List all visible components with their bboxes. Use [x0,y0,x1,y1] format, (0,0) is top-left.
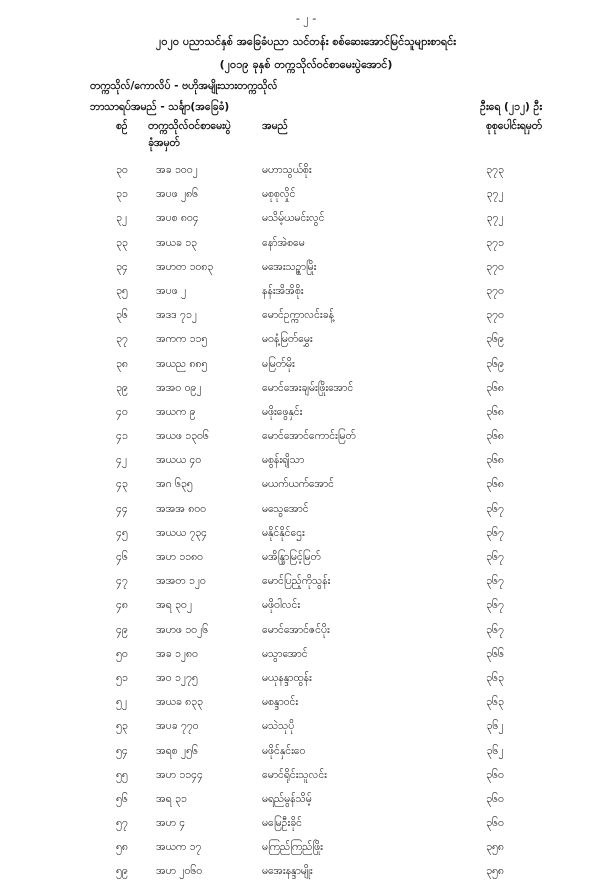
row-score: ၃၇၀ [486,309,504,322]
row-name: မောင်ဥက္ကာလင်းခန့် [262,309,334,322]
row-roll-number: အဟ ၁၁၄၄ [156,768,203,781]
row-roll-number: အယခ ၈၃၃ [156,696,203,709]
table-row [0,233,612,257]
row-number: ၃၁ [116,188,128,201]
table-row [0,329,612,353]
row-name: မယုနန္ဒာထွန်း [262,671,312,684]
table-row [0,692,612,716]
row-roll-number: အခ ၁၀၀၂ [156,164,198,176]
row-roll-number: အရ ၃၀၂ [156,599,192,612]
row-score: ၃၆၆ [486,647,504,660]
row-roll-number: အယယ ၇၃၄ [156,526,208,539]
row-roll-number: အအအ ၈၀၀ [156,502,207,515]
row-number: ၃၄ [116,260,128,273]
row-score: ၃၇၂ [486,188,504,201]
table-row [0,474,612,498]
university-line: တက္ကသိုလ်/ကောလိပ် - ဗဟိုအမျိုးသားတက္ကသိုလ် [90,80,278,92]
row-score: ၃၆၀ [486,768,504,781]
row-name: မဝနံ့မြတ်မွှေး [262,333,313,346]
row-number: ၃၂ [116,212,128,225]
row-name: မဖိုဝါလင်း [262,599,301,612]
row-number: ၄၆ [116,551,128,563]
row-name: မဟာသွယ်စိုး [262,164,312,176]
row-score: ၃၆၂ [486,744,504,757]
row-roll-number: အအတ ၁၂၀ [156,575,206,588]
row-number: ၅၂ [116,696,128,709]
row-score: ၃၆၇ [486,575,504,588]
row-roll-number: အဒဒ ၇၁၂ [156,309,197,322]
row-number: ၅၅ [116,768,128,781]
table-row [0,305,612,329]
table-row [0,813,612,837]
row-number: ၅၄ [116,744,128,757]
page-number: - ၂ - [295,12,317,25]
results-table [0,160,612,886]
row-number: ၄၂ [116,454,128,467]
header-number: စဉ် [116,120,128,132]
header-roll-number: တက္ကသိုလ်ဝင်စာမေးပွဲ [148,120,231,132]
row-roll-number: အ၀ ၁၂၇၅ [156,671,198,684]
row-roll-number: အယယ ၄၀ [156,454,202,467]
row-roll-number: အခ ၁၂၈၀ [156,647,198,660]
row-name: မဖိုးဖွေနှင်း [262,405,303,418]
row-score: ၃၆၈ [486,405,504,418]
row-roll-number: အဟဖ ၁၀၂၆ [156,623,209,636]
row-score: ၃၆၈ [486,478,504,491]
row-number: ၅၈ [116,841,128,854]
row-number: ၄၇ [116,575,128,588]
header-total-score: စုစုပေါင်းရမှတ် [485,120,542,132]
table-row [0,354,612,378]
row-score: ၃၆၃ [486,671,504,684]
row-name: မောင်ပြည့်ကိုသွန်း [262,575,331,588]
row-roll-number: အပဖ ၂၈၆ [156,188,199,201]
row-score: ၃၆၈ [486,430,504,443]
row-roll-number: အပစ ၈၀၄ [156,212,199,225]
table-row [0,571,612,595]
row-number: ၄၅ [116,526,128,539]
row-name: မယက်ယက်အောင် [262,478,335,491]
row-name: မအေးနန္ဒာမျိုး [262,865,313,878]
total-count: ဦးရေ (၂၁၂) ဦး [480,101,542,113]
table-row [0,668,612,692]
header-roll-number-line2: ခုံအမှတ် [148,137,180,149]
row-name: မအေးသဉ္စာမြိုး [262,260,317,273]
table-row [0,620,612,644]
row-number: ၃၇ [116,333,128,346]
table-row [0,741,612,765]
table-row [0,547,612,571]
row-roll-number: အယက ၁၇ [156,841,202,854]
subject-line: ဘာသာရပ်အမည် - သင်္ချာ(အခြေခံ) [90,101,230,113]
row-name: မောင်အောင်ကောင်းမြတ် [262,430,356,443]
table-row [0,499,612,523]
row-name: မစန္ဒာဝင်း [262,696,299,709]
table-row [0,595,612,619]
row-number: ၅၆ [116,792,128,805]
row-roll-number: အဟ ၁၁၈၀ [156,551,203,563]
row-number: ၅၉ [116,865,128,878]
row-number: ၄၃ [116,478,128,491]
row-name: မစုစုလှိုင် [262,188,296,201]
row-name: မအိန္ဒြာမြင့်မြတ် [262,551,321,563]
row-name: မကြည်ကြည်ဖြိုး [262,841,323,854]
row-roll-number: အဟတ ၁၀၈၃ [156,260,214,273]
table-row [0,837,612,861]
row-number: ၅၀ [116,647,128,660]
table-row [0,450,612,474]
row-name: မမြတ်မိုး [262,357,295,370]
row-score: ၃၇၂ [486,212,504,225]
row-score: ၃၆၇ [486,599,504,612]
row-score: ၃၇၀ [486,260,504,273]
table-row [0,523,612,547]
row-score: ၃၆၈ [486,381,504,394]
row-name: မသိမ့်ယမင်းလွင် [262,212,325,225]
row-name: မသွေအောင် [262,502,309,515]
row-number: ၅၇ [116,817,128,830]
row-name: မရည်မွန်သိမ့် [262,792,312,805]
row-score: ၃၆၇ [486,623,504,636]
table-row [0,160,612,184]
row-score: ၃၆၃ [486,696,504,709]
row-number: ၃၆ [116,309,128,322]
row-roll-number: အယဖ ၁၃၀၆ [156,430,209,443]
row-number: ၄၁ [116,430,128,443]
row-number: ၅၃ [116,720,128,733]
row-name: မသဲသုပို [262,720,295,733]
row-name: နော်အဲစမေ [262,236,305,249]
row-number: ၄၄ [116,502,128,515]
row-number: ၃၉ [116,381,128,394]
table-row [0,789,612,813]
row-number: ၅၁ [116,671,128,684]
row-score: ၃၆၉ [486,333,504,346]
row-score: ၃၆၉ [486,357,504,370]
row-name: မောင်အေးချမ်းဖြိုးအောင် [262,381,354,394]
row-name: နန်းအိအိစိုး [262,284,304,297]
row-name: မစွန်းရျိသာ [262,454,305,467]
header-name: အမည် [262,120,288,132]
row-number: ၃၀ [116,164,128,176]
row-roll-number: အဟ ၂၀၆၀ [156,865,203,878]
row-name: မောင်ရိုင်းသူလင်း [262,768,327,781]
row-roll-number: အပခ ၇၇၀ [156,720,199,733]
row-score: ၃၇၃ [486,164,504,176]
row-score: ၃၆၂ [486,720,504,733]
row-score: ၃၆၇ [486,502,504,515]
row-roll-number: အရ ၃၁ [156,792,187,805]
table-row [0,281,612,305]
row-number: ၄၉ [116,623,128,636]
row-roll-number: အယက ၉ [156,405,196,418]
row-score: ၃၆၇ [486,526,504,539]
row-roll-number: အဂ ၆၃၅ [156,478,193,491]
row-score: ၃၆၀ [486,817,504,830]
row-roll-number: အယည ၈၈၅ [156,357,208,370]
table-row [0,716,612,740]
row-score: ၃၇၁ [486,236,504,249]
row-name: မနိုင်နိုင်ဌေး [262,526,305,539]
table-row [0,208,612,232]
row-number: ၄၈ [116,599,128,612]
row-number: ၃၈ [116,357,128,370]
row-name: မဖိုင်နှင်းဝေ [262,744,306,757]
row-score: ၃၅၈ [486,865,504,878]
table-row [0,184,612,208]
row-name: မသွာအောင် [262,647,308,660]
row-roll-number: အယခ ၁၃ [156,236,197,249]
table-row [0,402,612,426]
row-roll-number: အအ၀ ၀၉၂ [156,381,202,394]
row-number: ၃၅ [116,284,128,297]
row-score: ၃၆၇ [486,551,504,563]
table-row [0,257,612,281]
table-row [0,765,612,789]
table-row [0,861,612,885]
row-number: ၄၀ [116,405,128,418]
row-roll-number: အပဖ ၂ [156,284,187,297]
table-row [0,378,612,402]
row-roll-number: အဟ ၄ [156,817,186,830]
document-subtitle: (၂၀၁၉ ခုနှစ် တက္ကသိုလ်ဝင်စာမေးပွဲအောင်) [219,58,393,71]
table-row [0,644,612,668]
row-number: ၃၃ [116,236,128,249]
row-score: ၃၇၀ [486,284,504,297]
row-roll-number: အကက ၁၁၅ [156,333,208,346]
row-score: ၃၆၈ [486,454,504,467]
document-title: ၂၀၂၀ ပညာသင်နှစ် အခြေခံပညာ သင်တန်း စစ်ဆေးအောင်မြင်သူများစာရင်း [155,35,457,48]
table-row [0,426,612,450]
row-score: ၃၆၀ [486,792,504,805]
row-name: မမြေဦးခိုင် [262,817,302,830]
row-name: မောင်အောင်ဇင်ပိုး [262,623,330,636]
row-score: ၃၅၈ [486,841,504,854]
row-roll-number: အရစ ၂၅၆ [156,744,198,757]
